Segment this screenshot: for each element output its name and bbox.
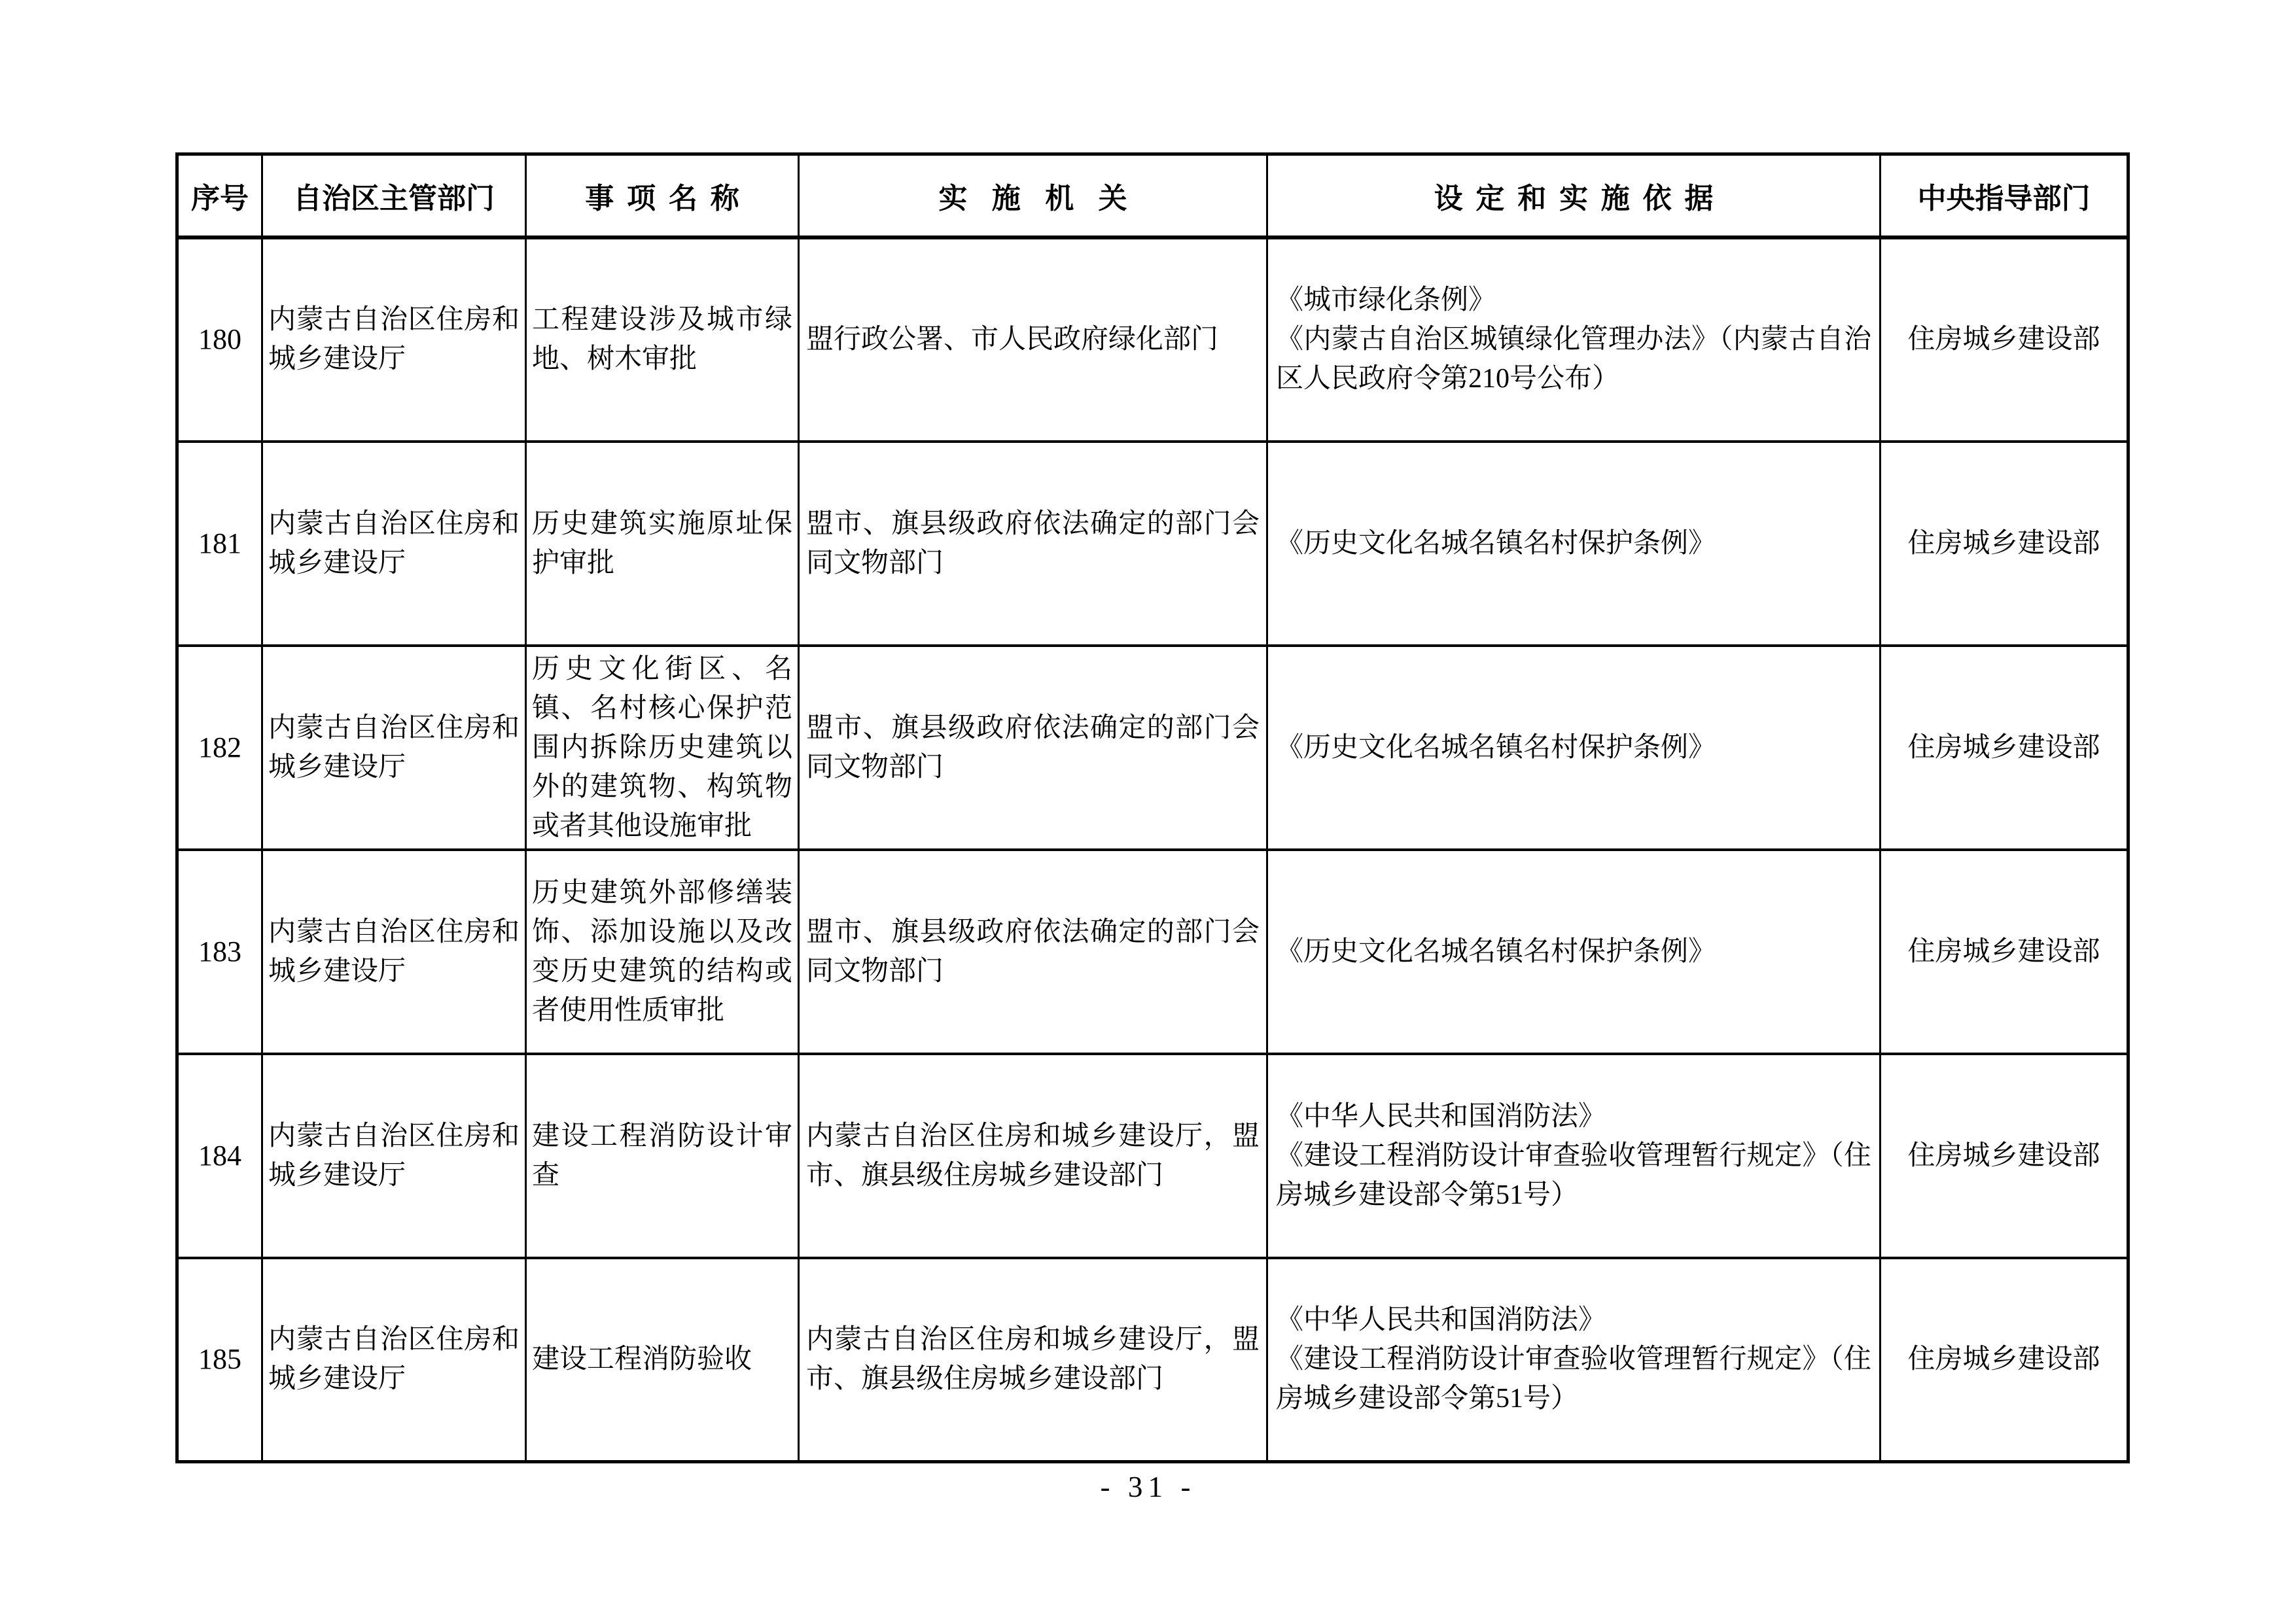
column-header-department: 自治区主管部门 xyxy=(262,154,526,237)
basis-entry: 《建设工程消防设计审查验收管理暂行规定》（住房城乡建设部令第51号） xyxy=(1276,1344,1871,1414)
cell-agency: 盟行政公署、市人民政府绿化部门 xyxy=(799,237,1267,442)
cell-item: 建设工程消防设计审查 xyxy=(526,1054,799,1258)
table-header-row xyxy=(177,154,2128,237)
table-row xyxy=(177,237,2128,442)
cell-no: 180 xyxy=(177,237,262,442)
page-number: - 31 - xyxy=(1100,1471,1196,1503)
cell-item: 建设工程消防验收 xyxy=(526,1258,799,1462)
cell-basis xyxy=(1267,850,1881,1054)
table-row xyxy=(177,1258,2128,1462)
cell-central: 住房城乡建设部 xyxy=(1881,646,2128,850)
cell-central: 住房城乡建设部 xyxy=(1881,442,2128,646)
cell-no: 181 xyxy=(177,442,262,646)
cell-item: 历史建筑外部修缮装饰、添加设施以及改变历史建筑的结构或者使用性质审批 xyxy=(526,850,799,1054)
cell-basis xyxy=(1267,1258,1881,1462)
cell-no: 182 xyxy=(177,646,262,850)
cell-no: 184 xyxy=(177,1054,262,1258)
cell-agency: 内蒙古自治区住房和城乡建设厅，盟市、旗县级住房城乡建设部门 xyxy=(799,1258,1267,1462)
basis-entry: 《历史文化名城名镇名村保护条例》 xyxy=(1276,936,1716,967)
basis-entry: 《内蒙古自治区城镇绿化管理办法》（内蒙古自治区人民政府令第210号公布） xyxy=(1276,324,1871,394)
cell-department: 内蒙古自治区住房和城乡建设厅 xyxy=(262,850,526,1054)
cell-item: 历史文化街区、名镇、名村核心保护范围内拆除历史建筑以外的建筑物、构筑物或者其他设施审批 xyxy=(526,646,799,850)
cell-basis xyxy=(1267,237,1881,442)
cell-item: 工程建设涉及城市绿地、树木审批 xyxy=(526,237,799,442)
column-header-central: 中央指导部门 xyxy=(1881,154,2128,237)
basis-entry: 《中华人民共和国消防法》 xyxy=(1276,1101,1606,1132)
table-body xyxy=(177,237,2128,1462)
cell-central: 住房城乡建设部 xyxy=(1881,1054,2128,1258)
cell-department: 内蒙古自治区住房和城乡建设厅 xyxy=(262,1258,526,1462)
column-header-basis: 设定和实施依据 xyxy=(1267,154,1881,237)
cell-central: 住房城乡建设部 xyxy=(1881,237,2128,442)
cell-central: 住房城乡建设部 xyxy=(1881,850,2128,1054)
basis-entry: 《历史文化名城名镇名村保护条例》 xyxy=(1276,528,1716,559)
approval-items-table xyxy=(175,152,2130,1463)
cell-agency: 盟市、旗县级政府依法确定的部门会同文物部门 xyxy=(799,850,1267,1054)
cell-department: 内蒙古自治区住房和城乡建设厅 xyxy=(262,646,526,850)
table-row xyxy=(177,442,2128,646)
basis-entry: 《城市绿化条例》 xyxy=(1276,285,1496,315)
cell-agency: 盟市、旗县级政府依法确定的部门会同文物部门 xyxy=(799,442,1267,646)
cell-no: 183 xyxy=(177,850,262,1054)
basis-entry: 《历史文化名城名镇名村保护条例》 xyxy=(1276,732,1716,763)
cell-agency: 盟市、旗县级政府依法确定的部门会同文物部门 xyxy=(799,646,1267,850)
basis-entry: 《中华人民共和国消防法》 xyxy=(1276,1305,1606,1336)
cell-agency: 内蒙古自治区住房和城乡建设厅，盟市、旗县级住房城乡建设部门 xyxy=(799,1054,1267,1258)
cell-basis xyxy=(1267,646,1881,850)
cell-no: 185 xyxy=(177,1258,262,1462)
table-row xyxy=(177,646,2128,850)
column-header-item: 事项名称 xyxy=(526,154,799,237)
column-header-agency: 实施机关 xyxy=(799,154,1267,237)
cell-central: 住房城乡建设部 xyxy=(1881,1258,2128,1462)
basis-entry: 《建设工程消防设计审查验收管理暂行规定》（住房城乡建设部令第51号） xyxy=(1276,1140,1871,1210)
cell-department: 内蒙古自治区住房和城乡建设厅 xyxy=(262,442,526,646)
cell-basis xyxy=(1267,442,1881,646)
table-row xyxy=(177,850,2128,1054)
cell-basis xyxy=(1267,1054,1881,1258)
column-header-no: 序号 xyxy=(177,154,262,237)
cell-department: 内蒙古自治区住房和城乡建设厅 xyxy=(262,1054,526,1258)
cell-item: 历史建筑实施原址保护审批 xyxy=(526,442,799,646)
table-row xyxy=(177,1054,2128,1258)
cell-department: 内蒙古自治区住房和城乡建设厅 xyxy=(262,237,526,442)
